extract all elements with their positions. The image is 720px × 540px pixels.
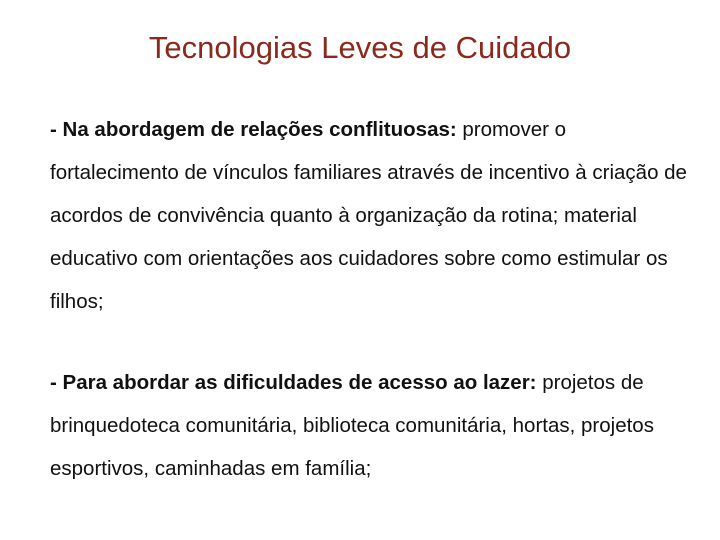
paragraph-conflitos	[50, 108, 690, 323]
paragraph-text: projetos de brinquedoteca comunitária, biblioteca comunitária, hortas, projetos esportivos, caminhadas em família;	[50, 371, 654, 480]
paragraph-lead: - Na abordagem de relações conflituosas:	[50, 118, 463, 141]
paragraph-text: promover o fortalecimento de vínculos familiares através de incentivo à criação de acordos de convivência quanto à organização da rotina; material educativo com orientações aos cuidadores sobre como estimular os filhos;	[50, 118, 687, 313]
paragraph-lazer	[50, 361, 690, 490]
slide-title: Tecnologias Leves de Cuidado	[148, 30, 572, 65]
slide-body	[50, 108, 690, 490]
paragraph-lead: - Para abordar as dificuldades de acesso ao lazer:	[50, 371, 537, 394]
